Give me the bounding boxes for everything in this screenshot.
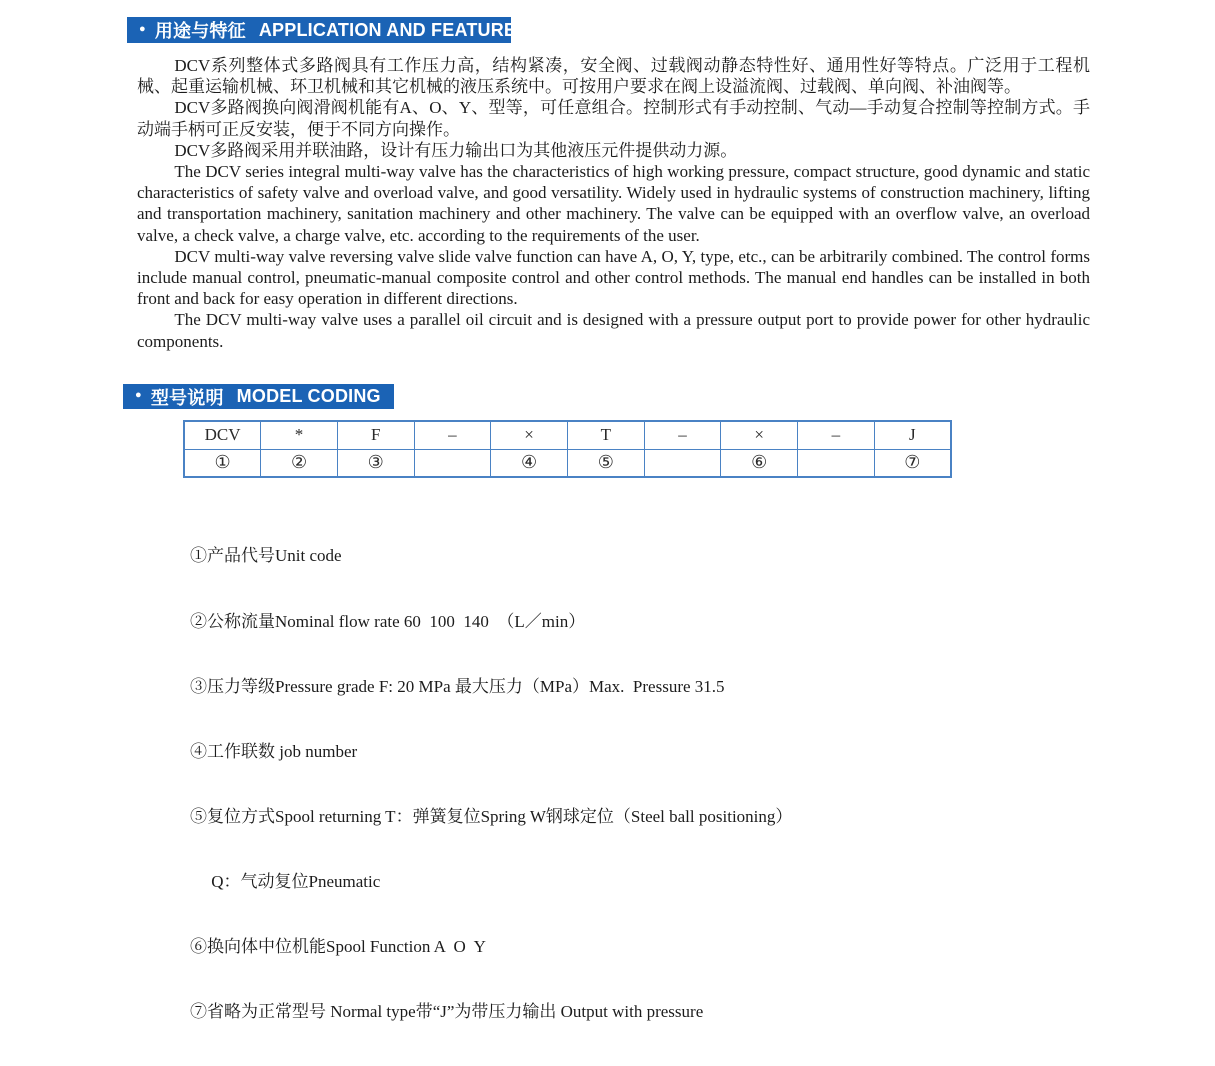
- model-position-cell: ①: [184, 449, 261, 477]
- model-coding-note: ⑦省略为正常型号 Normal type带“J”为带压力输出 Output with pressure: [190, 1002, 704, 1022]
- paragraph-en-3: The DCV multi-way valve uses a parallel oil circuit and is designed with a pressure output port to provide power for other hydraulic components.: [137, 310, 1090, 351]
- section-title-cn: 型号说明: [150, 387, 224, 408]
- model-coding-note: ⑥换向体中位机能Spool Function A O Y: [190, 936, 486, 956]
- paragraph-en-2: DCV multi-way valve reversing valve slide valve function can have A, O, Y, type, etc., can be arbitrarily combined. The control forms include manual control, pneumatic-manual composite control and other control methods. The manual end handles can be installed in both front and back for easy operation in different directions.: [137, 246, 1090, 309]
- model-coding-note: ①产品代号Unit code: [190, 546, 342, 566]
- model-position-cell: ⑦: [874, 449, 951, 477]
- model-position-cell: ④: [491, 449, 568, 477]
- model-position-cell: ③: [337, 449, 414, 477]
- section-header-model-coding: [123, 384, 394, 409]
- model-coding-note: ⑤复位方式Spool returning T：弹簧复位Spring W钢球定位（Steel ball positioning）: [190, 806, 793, 826]
- paragraph-cn-2: DCV多路阀换向阀滑阀机能有A、O、Y、型等，可任意组合。控制形式有手动控制、气动—手动复合控制等控制方式。手动端手柄可正反安装，便于不同方向操作。: [137, 98, 1090, 139]
- model-code-cell: F: [337, 421, 414, 449]
- model-code-cell: –: [414, 421, 491, 449]
- model-coding-note: ④工作联数 job number: [190, 741, 358, 761]
- model-code-cell: DCV: [184, 421, 261, 449]
- bullet-icon: ●: [139, 22, 146, 35]
- model-position-cell: [414, 449, 491, 477]
- model-code-cell: *: [261, 421, 338, 449]
- model-position-cell: [798, 449, 875, 477]
- model-position-cell: ⑤: [567, 449, 644, 477]
- model-code-cell: –: [644, 421, 721, 449]
- model-position-cell: ⑥: [721, 449, 798, 477]
- model-coding-note: Q：气动复位Pneumatic: [190, 871, 381, 891]
- model-coding-note: ②公称流量Nominal flow rate 60 100 140 （L／min）: [190, 611, 586, 631]
- paragraph-cn-3: DCV多路阀采用并联油路，设计有压力输出口为其他液压元件提供动力源。: [174, 140, 738, 160]
- bullet-icon: ●: [135, 389, 142, 401]
- section-header-application-features: [127, 17, 529, 43]
- model-coding-note: ③压力等级Pressure grade F: 20 MPa 最大压力（MPa）Max. Pressure 31.5: [190, 676, 725, 696]
- model-code-cell: ×: [721, 421, 798, 449]
- model-code-cell: –: [798, 421, 875, 449]
- section-title-en: MODEL CODING: [236, 386, 381, 406]
- model-position-cell: [644, 449, 721, 477]
- section-title-en: APPLICATION AND FEATURES: [258, 19, 529, 40]
- application-features-text: [137, 55, 1090, 352]
- model-coding-table: [183, 420, 952, 478]
- model-code-cell: T: [567, 421, 644, 449]
- paragraph-cn-1: DCV系列整体式多路阀具有工作压力高，结构紧凑，安全阀、过载阀动静态特性好、通用性好等特点。广泛用于工程机械、起重运输机械、环卫机械和其它机械的液压系统中。可按用户要求在阀上设溢流阀、过载阀、单向阀、补油阀等。: [137, 56, 1090, 97]
- section-title-cn: 用途与特征: [154, 21, 246, 41]
- model-code-cell: J: [874, 421, 951, 449]
- model-code-cell: ×: [491, 421, 568, 449]
- paragraph-en-1: The DCV series integral multi-way valve has the characteristics of high working pressure, compact structure, good dynamic and static characteristics of safety valve and overload valve, and good versatility. Widely used in hydraulic systems of construction machinery, lifting and transportation machinery, sanitation machinery and other machinery. The valve can be equipped with an overflow valve, an overload valve, a check valve, a charge valve, etc. according to the requirements of the user.: [137, 162, 1090, 245]
- model-position-row: [184, 449, 951, 477]
- model-coding-notes: [190, 502, 792, 1066]
- model-code-row: [184, 421, 951, 449]
- model-position-cell: ②: [261, 449, 338, 477]
